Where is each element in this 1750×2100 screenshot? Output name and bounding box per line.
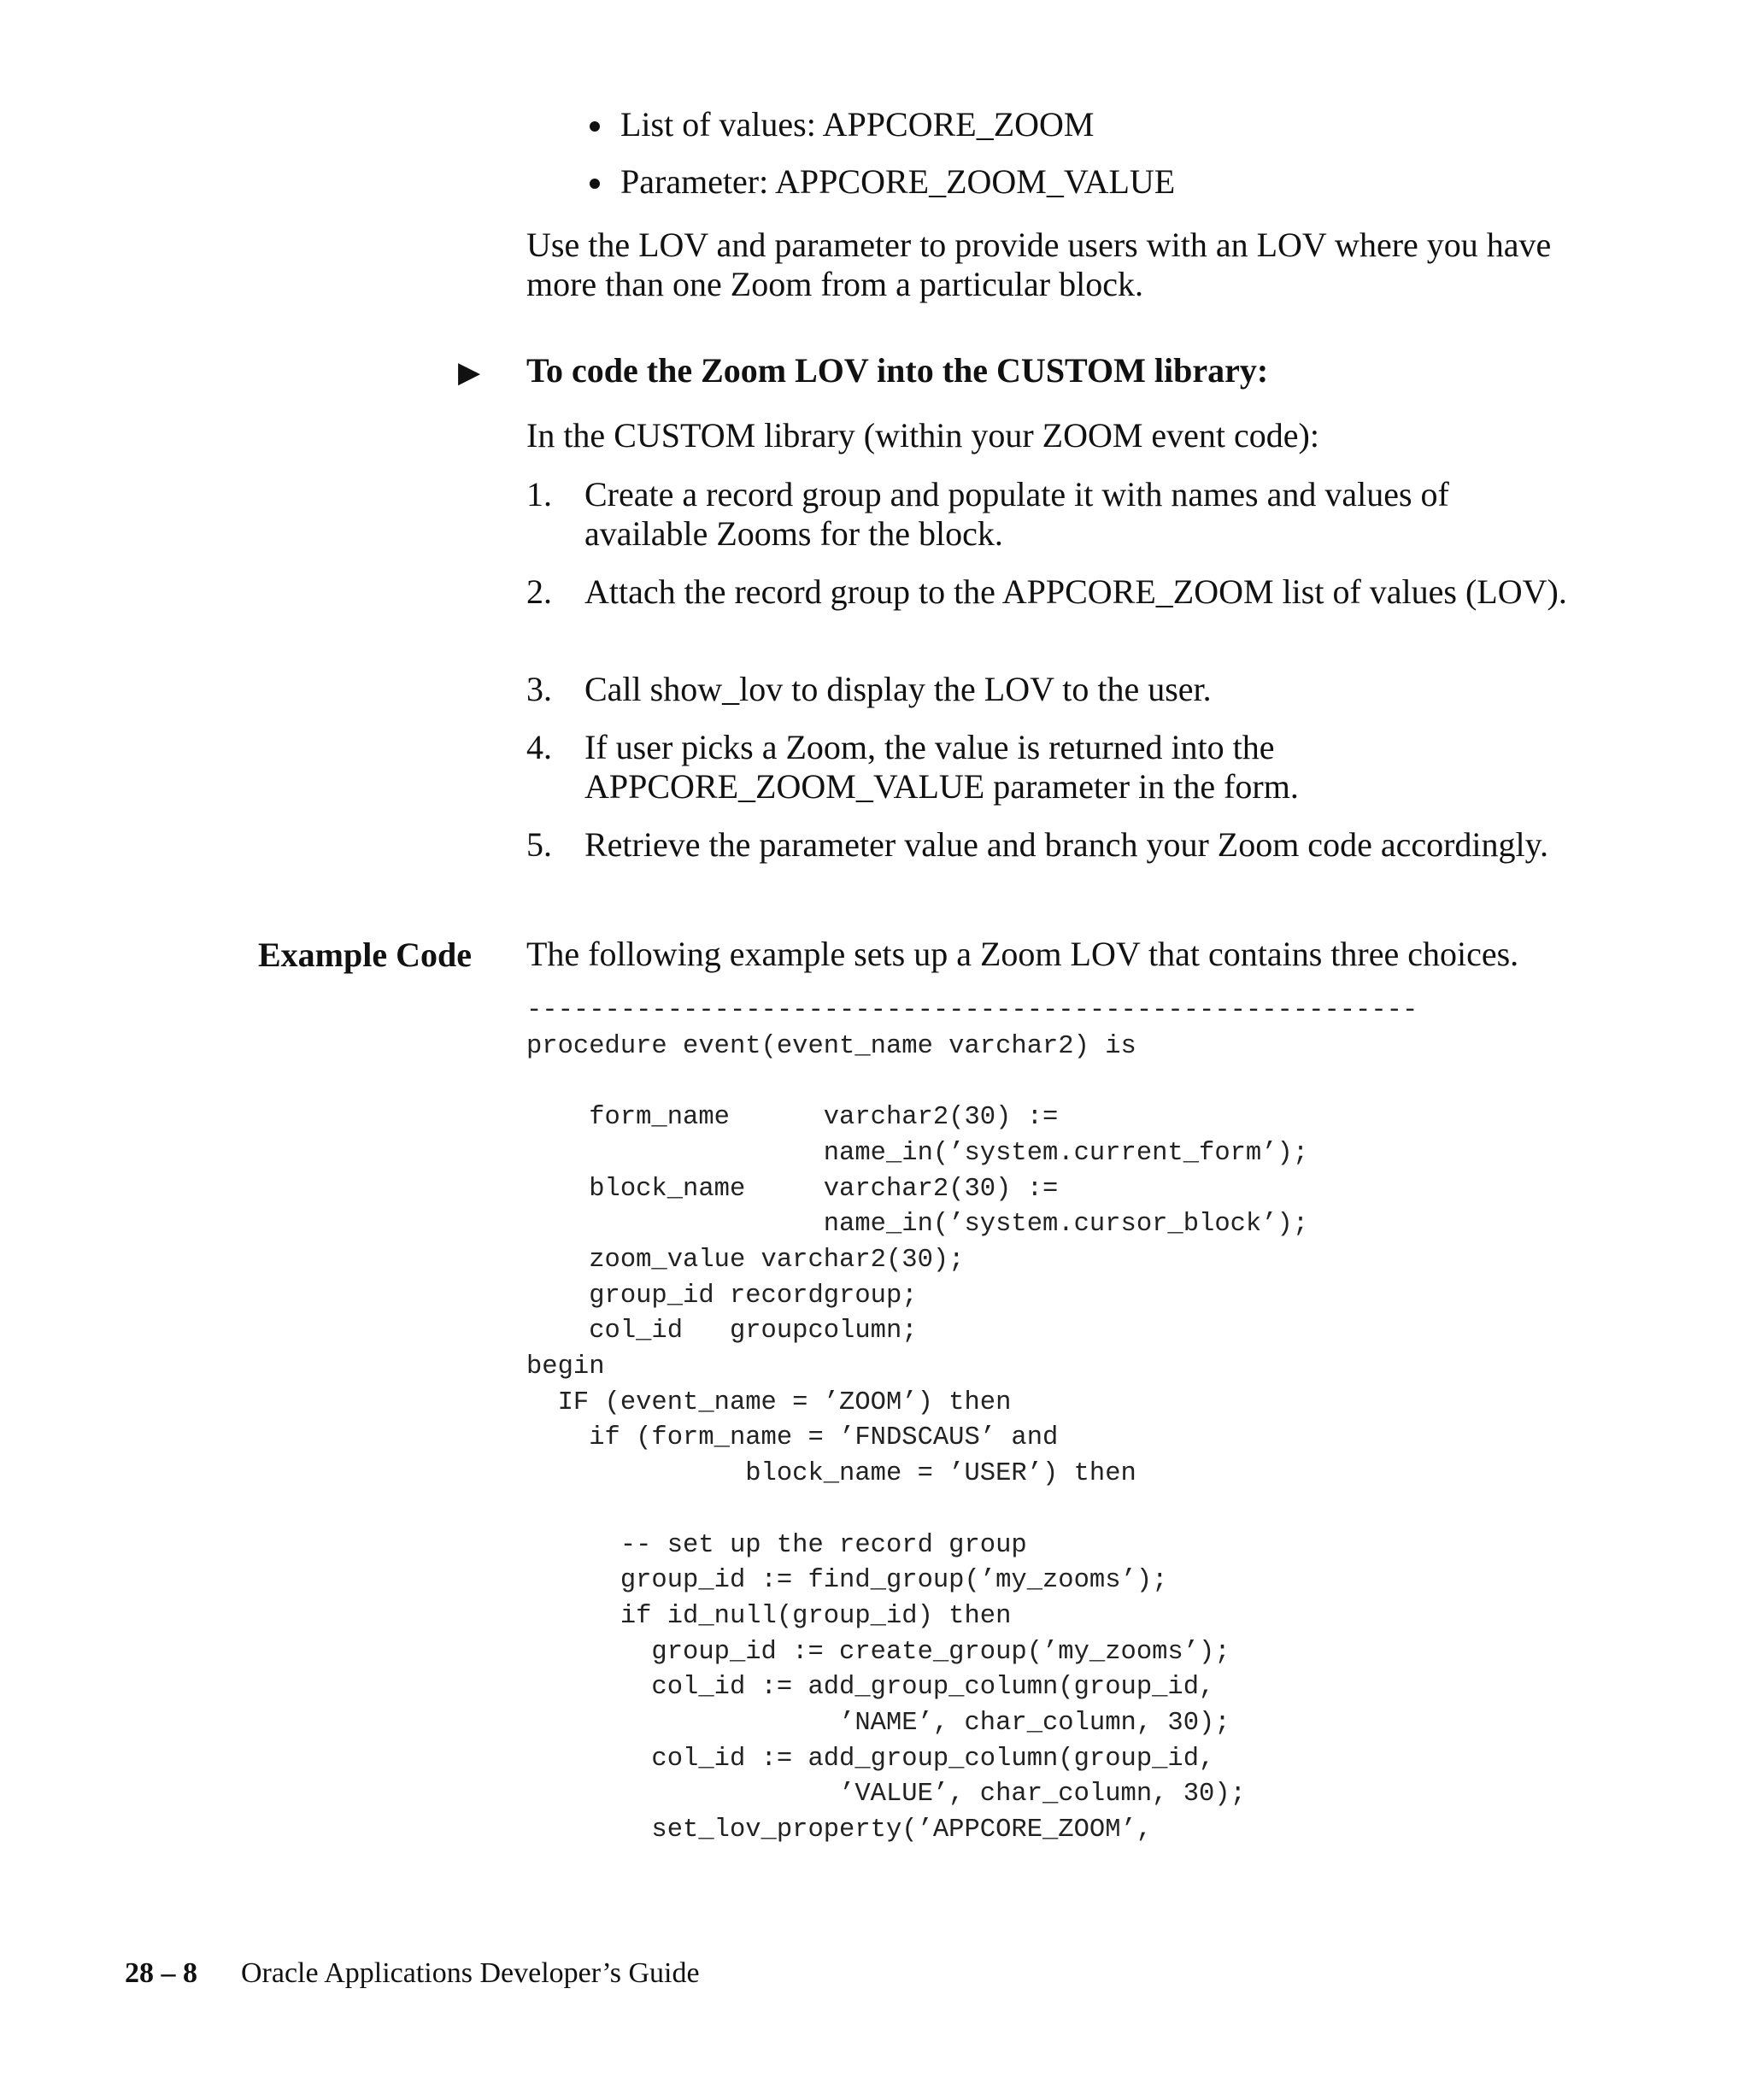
step-text: Retrieve the parameter value and branch your Zoom code accordingly. (584, 825, 1549, 864)
step-number: 3. (526, 670, 552, 708)
step-text: If user picks a Zoom, the value is returned into the APPCORE_ZOOM_VALUE parameter in the form. (584, 728, 1299, 806)
procedure-heading (458, 350, 1268, 394)
bullet-icon (590, 179, 600, 189)
page-footer (125, 1956, 700, 1991)
step-item (526, 670, 1577, 709)
bullet-item-lov (590, 104, 1175, 145)
bullet-icon (590, 121, 600, 132)
step-item (526, 475, 1577, 554)
intro-paragraph: Use the LOV and parameter to provide users with an LOV where you have more than one Zoom from a particular block. (526, 226, 1552, 303)
step-number: 4. (526, 728, 552, 766)
bullet-item-parameter (590, 161, 1175, 202)
bullet-text: Parameter: APPCORE_ZOOM_VALUE (620, 162, 1176, 201)
step-item (526, 728, 1577, 807)
parameter-bullet-list (590, 104, 1175, 219)
book-title: Oracle Applications Developer’s Guide (241, 1957, 700, 1989)
triangle-arrow-icon: ▶ (458, 357, 481, 389)
step-text: Attach the record group to the APPCORE_ZOOM list of values (LOV). (584, 572, 1567, 611)
procedure-intro: In the CUSTOM library (within your ZOOM event code): (526, 416, 1319, 455)
step-number: 1. (526, 475, 552, 513)
step-number: 2. (526, 572, 552, 611)
code-listing: --------------------------------------------------------- procedure event(event_name varchar2) is form_name varchar2(30) := name_in(’system.current_form’); block_name varchar2(30) := name_in(’system.cursor_block’); zoom_value varchar2(30); group_id recordgroup; col_id groupcolumn; begin IF (event_name = ’ZOOM’) then if (form_name = ’FNDSCAUS’ and block_name = ’USER’) then -- set up the record group group_id := find_group(’my_zooms’); if id_null(group_id) then group_id := create_group(’my_zooms’); col_id := add_group_column(group_id, ’NAME’, char_column, 30); col_id := add_group_column(group_id, ’VALUE’, char_column, 30); set_lov_property(’APPCORE_ZOOM’, (526, 996, 1418, 1845)
procedure-heading-text: To code the Zoom LOV into the CUSTOM library: (526, 351, 1269, 390)
procedure-steps (526, 475, 1577, 904)
step-item (526, 825, 1577, 904)
step-text: Call show_lov to display the LOV to the user. (584, 670, 1212, 708)
example-description: The following example sets up a Zoom LOV that contains three choices. (526, 935, 1519, 973)
step-number: 5. (526, 825, 552, 864)
step-item (526, 572, 1577, 651)
bullet-text: List of values: APPCORE_ZOOM (620, 105, 1095, 144)
step-text: Create a record group and populate it with names and values of available Zooms for the block. (584, 475, 1449, 553)
example-code-label: Example Code (258, 936, 472, 974)
page-number: 28 – 8 (125, 1957, 197, 1989)
